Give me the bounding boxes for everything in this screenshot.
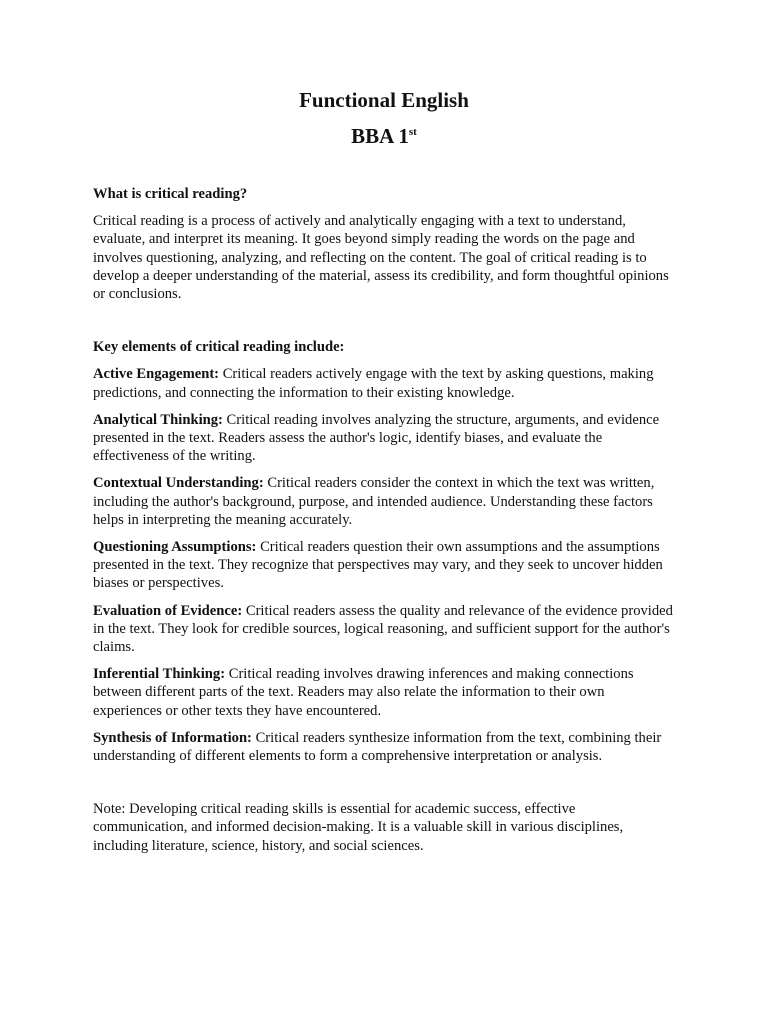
document-body xyxy=(93,185,673,855)
element-active-engagement xyxy=(93,365,673,401)
element-text: Critical readers consider the context in which the text was written, including the author's background, purpose, and intended audience. Understanding these factors helps in interpreting the meaning accurately. xyxy=(93,475,655,528)
section-heading-what-is: What is critical reading? xyxy=(93,186,248,202)
document-title: Functional English xyxy=(299,88,469,112)
element-term: Analytical Thinking: xyxy=(93,411,223,428)
element-term: Evaluation of Evidence: xyxy=(93,602,243,619)
element-term: Questioning Assumptions: xyxy=(93,539,257,556)
element-synthesis-of-information xyxy=(93,729,673,765)
element-inferential-thinking xyxy=(93,665,673,720)
element-text: Critical reading involves drawing inferences and making connections between different parts of the text. Readers may also relate the information to their own experiences or other texts they have encountered. xyxy=(93,666,634,719)
definition-paragraph: Critical reading is a process of actively and analytically engaging with a text to understand, evaluate, and interpret its meaning. It goes beyond simply reading the words on the page and involves questioning, analyzing, and reflecting on the content. The goal of critical reading is to develop a deeper understanding of the material, assess its credibility, and form thoughtful opinions or conclusions. xyxy=(93,213,669,303)
element-text: Critical readers actively engage with the text by asking questions, making predictions, and connecting the information to their existing knowledge. xyxy=(93,366,654,401)
element-term: Synthesis of Information: xyxy=(93,729,252,746)
spacer xyxy=(93,774,673,800)
section-heading-key-elements: Key elements of critical reading include: xyxy=(93,339,345,356)
element-questioning-assumptions xyxy=(93,538,673,593)
element-text: Critical readers assess the quality and relevance of the evidence provided in the text. They look for credible sources, logical reasoning, and sufficient support for the author's claims. xyxy=(93,602,673,656)
subtitle-superscript: st xyxy=(408,126,417,138)
element-contextual-understanding xyxy=(93,474,673,529)
subtitle-main: BBA 1 xyxy=(351,124,409,148)
element-term: Active Engagement: xyxy=(93,366,220,383)
note-paragraph: Note: Developing critical reading skills is essential for academic success, effective communication, and informed decision-making. It is a valuable skill in various disciplines, including literature, science, history, and social sciences. xyxy=(93,801,624,854)
element-text: Critical readers synthesize information from the text, combining their understanding of different elements to form a comprehensive interpretation or analysis. xyxy=(93,729,662,765)
element-text: Critical reading involves analyzing the structure, arguments, and evidence presented in the text. Readers assess the author's logic, identify biases, and evaluate the effectiveness of the writing. xyxy=(93,411,660,465)
element-text: Critical readers question their own assumptions and the assumptions presented in the text. They recognize that perspectives may vary, and they seek to uncover hidden biases or perspectives. xyxy=(93,539,663,592)
element-term: Contextual Understanding: xyxy=(93,475,264,492)
document-subtitle xyxy=(0,124,768,149)
element-evaluation-of-evidence xyxy=(93,602,673,657)
element-term: Inferential Thinking: xyxy=(93,666,226,683)
element-analytical-thinking xyxy=(93,411,673,466)
spacer xyxy=(93,312,673,338)
